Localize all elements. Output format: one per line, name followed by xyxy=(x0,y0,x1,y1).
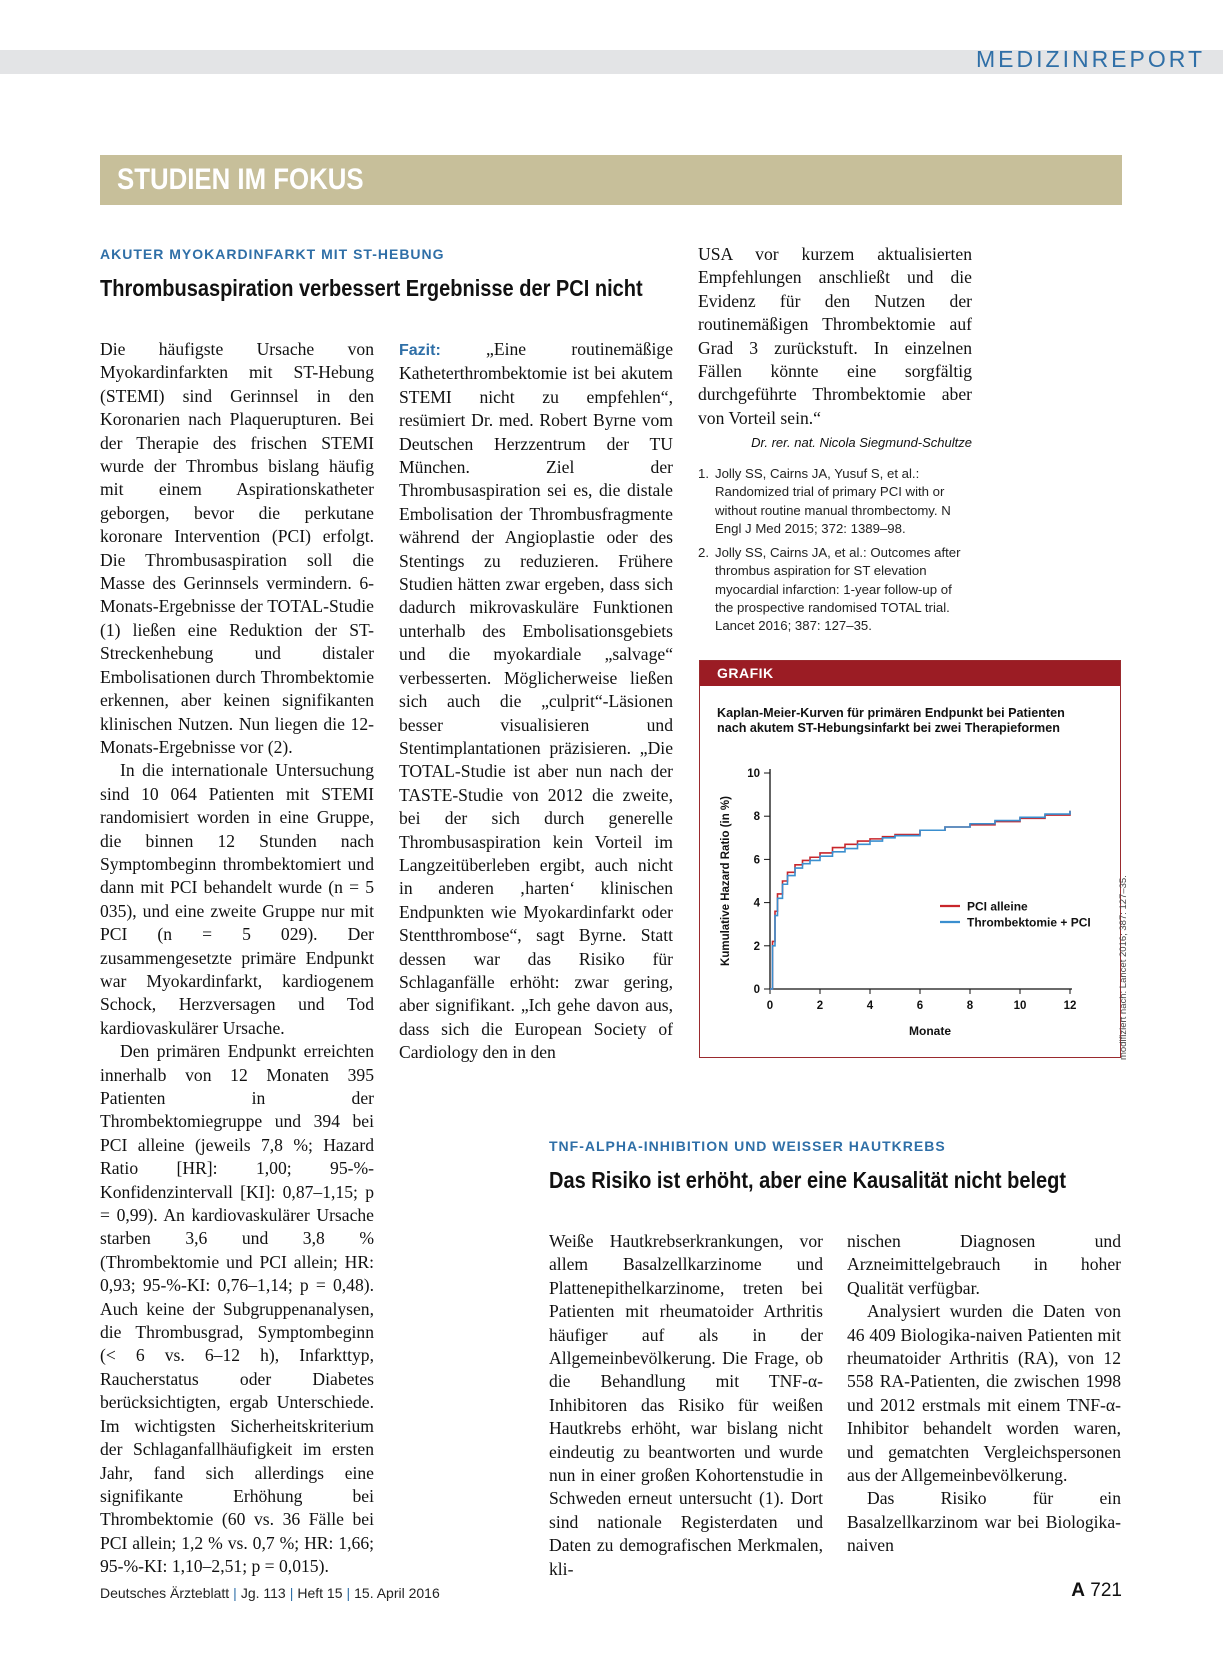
fazit-label: Fazit: xyxy=(399,342,441,359)
legend-label: PCI alleine xyxy=(967,899,1028,914)
separator: | xyxy=(289,1585,294,1601)
x-tick-label: 0 xyxy=(766,1000,774,1012)
paragraph: Den primären Endpunkt erreichten innerhalb von 12 Monaten 395 Patienten in der Thrombektomiegruppe und 394 bei PCI alleine (jeweils 7,8 %; Hazard Ratio [HR]: 1,00; 95-%-Konfidenzintervall [KI]: 0,87–1,15; p = 0,99). An kardiovaskulärer Ursache starben 3,6 und 3,8 % (Thrombektomie und PCI allein; HR: 0,93; 95-%-KI: 0,76–1,14; p = 0,48). Auch keine der Subgruppenanalysen, die Thrombusgrad, Symptombeginn (< 6 vs. 6–12 h), Infarkttyp, Raucherstatus oder Diabetes berücksichtigten, ergab Unterschiede. Im wichtigsten Sicherheitskriterium der Schlaganfallhäufigkeit im ersten Jahr, fand sich allerdings eine signifikante Erhöhung bei Thrombektomie (60 vs. 36 Fälle bei PCI allein; 1,2 % vs. 0,7 %; HR: 1,66; 95-%-KI: 1,10–2,51; p = 0,015). xyxy=(100,1041,374,1577)
chart-title-line: Kaplan-Meier-Kurven für primären Endpunkt bei Patienten xyxy=(717,706,1065,720)
x-axis-label: Monate xyxy=(909,1024,951,1038)
y-tick-label: 6 xyxy=(753,854,760,867)
article2-kicker: TNF-ALPHA-INHIBITION UND WEISSER HAUTKREBS xyxy=(549,1138,946,1154)
journal-issue: Heft 15 xyxy=(297,1585,343,1601)
y-tick-label: 0 xyxy=(753,984,760,996)
x-tick-label: 6 xyxy=(916,1000,924,1012)
x-tick-label: 10 xyxy=(1013,1000,1027,1012)
chart-title-line: nach akutem ST-Hebungsinfarkt bei zwei Therapieformen xyxy=(717,721,1060,735)
paragraph: Weiße Hautkrebserkrankungen, vor allem Basalzellkarzinome und Plattenepithelkarzinome, treten bei Patienten mit rheumatoider Arthritis häufiger auf als in der Allgemeinbevölkerung. Die Frage, ob die Behandlung mit TNF-α-Inhibitoren das Risiko für weißen Hautkrebs erhöht, war bislang nicht eindeutig zu beantworten und wurde nun in einer großen Kohortenstudie in Schweden erneut untersucht (1). Dort sind nationale Registerdaten und Daten zu demografischen Merkmalen, kli- xyxy=(549,1231,823,1579)
reference-number: 2. xyxy=(698,545,709,561)
paragraph: In die internationale Untersuchung sind 10 064 Patienten mit STEMI randomisiert worden in eine Gruppe, die binnen 12 Stunden nach Symptombeginn thrombektomiert und dann mit PCI behandelt wurde (n = 5 035), und eine zweite Gruppe nur mit PCI (n = 5 029). Der zusammengesetzte primäre Endpunkt war Myokardinfarkt, kardiogenem Schock, Herzversagen und Tod kardiovaskulärer Ursache. xyxy=(100,760,374,1038)
reference-text: Jolly SS, Cairns JA, Yusuf S, et al.: Randomized trial of primary PCI with or without routine manual thrombectomy. N Engl J Med 2015; 372: 1389–98. xyxy=(715,466,951,536)
x-tick-label: 2 xyxy=(816,1000,824,1012)
y-tick-label: 2 xyxy=(753,940,760,953)
paragraph: Das Risiko für ein Basalzellkarzinom war bei Biologika-naiven xyxy=(847,1488,1121,1556)
article1-column-2 xyxy=(399,338,673,1065)
references xyxy=(698,465,970,642)
y-tick-label: 4 xyxy=(753,897,760,910)
article2-column-1 xyxy=(549,1230,823,1581)
y-axis-label: Kumulative Hazard Ratio (in %) xyxy=(720,796,732,966)
author: Dr. rer. nat. Nicola Siegmund-Schultze xyxy=(751,435,972,450)
kaplan-meier-chart xyxy=(700,661,1120,1057)
chart-box-label: GRAFIK xyxy=(717,665,774,681)
reference-item xyxy=(698,544,970,635)
paragraph xyxy=(399,338,673,1065)
legend-label: Thrombektomie + PCI xyxy=(967,915,1091,930)
article1-column-1 xyxy=(100,338,374,1579)
reference-text: Jolly SS, Cairns JA, et al.: Outcomes after thrombus aspiration for ST elevation myocardial infarction: 1-year follow-up of the prospective randomised TOTAL trial. Lancet 2016; 387: 127–35. xyxy=(715,545,961,634)
article2-headline: Das Risiko ist erhöht, aber eine Kausalität nicht belegt xyxy=(549,1167,1067,1193)
reference-item xyxy=(698,465,970,538)
fazit-text: „Eine routinemäßige Katheterthrombektomie ist bei akutem STEMI nicht zu empfehlen“, resümiert Dr. med. Robert Byrne vom Deutschen Herzzentrum der TU München. Ziel der Thrombusaspiration sei es, die distale Embolisation der Thrombusfragmente während der Angioplastie oder des Stentings zu reduzieren. Frühere Studien hätten zwar ergeben, dass sich dadurch mikrovaskuläre Funktionen unterhalb des Embolisationsgebiets und die myokardiale „salvage“ verbesserten. Möglicherweise ließen sich auch die „culprit“-Läsionen besser visualisieren und Stentimplantationen präzisieren. „Die TOTAL-Studie ist aber nun nach der TASTE-Studie von 2012 die zweite, bei der sich durch generelle Thrombusaspiration kein Vorteil im Langzeitüberleben ergibt, auch nicht in anderen ‚harten‘ klinischen Endpunkten wie Myokardinfarkt oder Stentthrombose“, sagt Byrne. Statt dessen war das Risiko für Schlaganfälle erhöht: zwar gering, aber signifikant. „Ich gehe davon aus, dass sich die European Society of Cardiology den in den xyxy=(399,339,673,1063)
separator: | xyxy=(346,1585,351,1601)
journal-name: Deutsches Ärzteblatt xyxy=(100,1585,230,1601)
x-tick-label: 8 xyxy=(966,1000,974,1012)
chart-box xyxy=(699,660,1121,1058)
section-label: MEDIZINREPORT xyxy=(976,46,1205,72)
journal-volume: Jg. 113 xyxy=(240,1585,286,1601)
page-number-value: 721 xyxy=(1090,1580,1122,1601)
page-number xyxy=(1020,1580,1122,1602)
paragraph: USA vor kurzem aktualisierten Empfehlungen anschließt und die Evidenz für den Nutzen der routinemäßigen Thrombektomie auf Grad 3 zurückstuft. In einzelnen Fällen könnte eine sorgfältig durchgeführte Thrombektomie aber von Vorteil sein.“ xyxy=(698,244,972,428)
article1-column-3 xyxy=(698,243,972,430)
reference-number: 1. xyxy=(698,466,709,481)
paragraph: Die häufigste Ursache von Myokardinfarkten mit ST-Hebung (STEMI) sind Gerinnsel in den Koronarien nach Plaquerupturen. Bei der Therapie des frischen STEMI wurde der Thrombus bislang häufig mit einem Aspirationskatheter geborgen, bevor die perkutane koronare Intervention (PCI) erfolgt. Die Thrombusaspiration soll die Masse des Gerinnsels vermindern. 6-Monats-Ergebnisse der TOTAL-Studie (1) ließen eine Reduktion der ST-Streckenhebung und distaler Embolisationen durch Thrombektomie erkennen, aber keinen signifikanten klinischen Nutzen. Nun liegen die 12-Monats-Ergebnisse vor (2). xyxy=(100,339,374,757)
page-prefix: A xyxy=(1071,1580,1086,1601)
y-tick-label: 8 xyxy=(753,811,760,824)
paragraph: Analysiert wurden die Daten von 46 409 Biologika-naiven Patienten mit rheumatoider Arthritis (RA), von 12 558 RA-Patienten, die zwischen 1998 und 2012 erstmals mit einem TNF-α-Inhibitor behandelt worden waren, und gematchten Vergleichspersonen aus der Allgemeinbevölkerung. xyxy=(847,1301,1121,1486)
journal-date: 15. April 2016 xyxy=(354,1585,440,1601)
section-banner xyxy=(100,155,1122,205)
footer-journal-info xyxy=(100,1585,440,1601)
source-note: modifiziert nach: Lancet 2016; 387: 127–35. xyxy=(1118,875,1129,1060)
article2-column-2 xyxy=(847,1230,1121,1558)
x-tick-label: 4 xyxy=(866,1000,874,1012)
article1-headline: Thrombusaspiration verbessert Ergebnisse der PCI nicht xyxy=(100,275,643,301)
y-tick-label: 10 xyxy=(747,768,760,780)
separator: | xyxy=(233,1585,237,1601)
article1-kicker: AKUTER MYOKARDINFARKT MIT ST-HEBUNG xyxy=(100,246,445,262)
paragraph: nischen Diagnosen und Arzneimittelgebrauch in hoher Qualität verfügbar. xyxy=(847,1231,1121,1298)
banner-title: STUDIEN IM FOKUS xyxy=(117,163,364,196)
x-tick-label: 12 xyxy=(1063,1000,1077,1012)
